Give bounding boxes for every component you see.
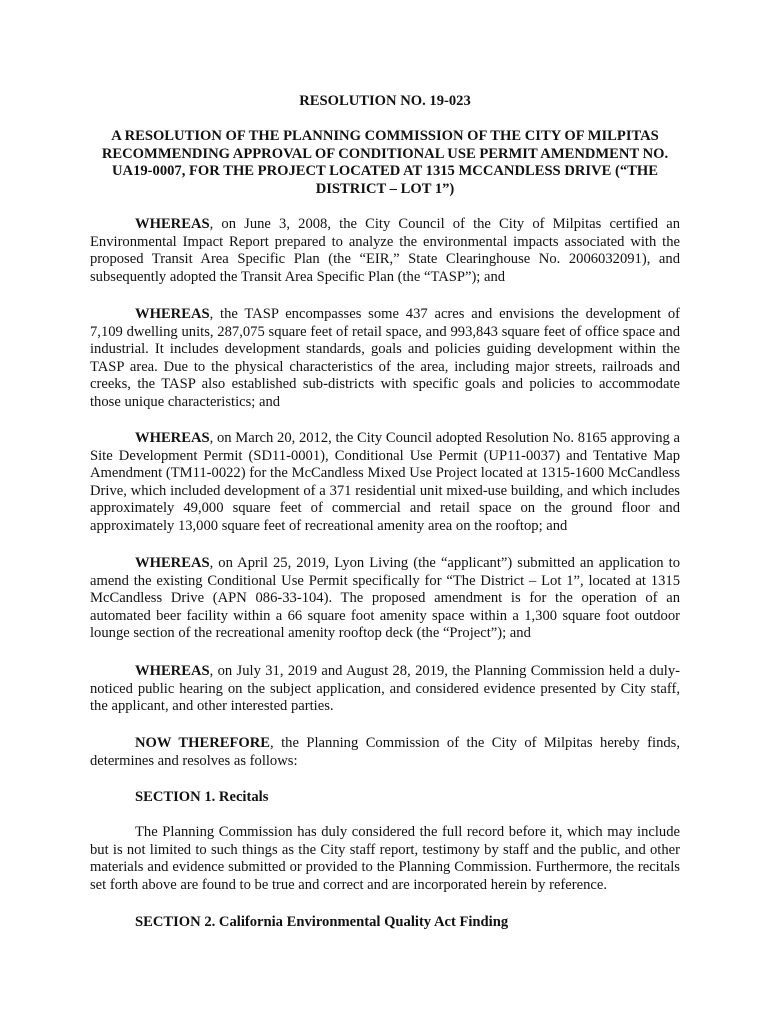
whereas-text: , on July 31, 2019 and August 28, 2019, the Planning Commission held a duly-noticed public hearing on the subject application, and considered evidence presented by City staff, the applicant, and other interested parties.	[90, 663, 680, 715]
whereas-paragraph-5	[90, 663, 680, 716]
resolution-title: A RESOLUTION OF THE PLANNING COMMISSION OF THE CITY OF MILPITAS RECOMMENDING APPROVAL OF CONDITIONAL USE PERMIT AMENDMENT NO. UA19-0007, FOR THE PROJECT LOCATED AT 1315 MCCANDLESS DRIVE (“THE DISTRICT – LOT 1”)	[101, 128, 669, 197]
whereas-text: , the TASP encompasses some 437 acres and envisions the development of 7,109 dwelling units, 287,075 square feet of retail space, and 993,843 square feet of office space and industrial. It includes development standards, goals and policies guiding development within the TASP area. Due to the physical characteristics of the area, including major streets, railroads and creeks, the TASP also established sub-districts with specific goals and policies to accommodate those unique characteristics; and	[90, 306, 680, 410]
now-therefore-text: , the Planning Commission of the City of Milpitas hereby finds, determines and resolves as follows:	[90, 735, 680, 769]
now-therefore-lead: NOW THEREFORE	[135, 735, 271, 751]
whereas-text: , on March 20, 2012, the City Council adopted Resolution No. 8165 approving a Site Development Permit (SD11-0001), Conditional Use Permit (UP11-0037) and Tentative Map Amendment (TM11-0022) for the McCandless Mixed Use Project located at 1315-1600 McCandless Drive, which included development of a 371 residential unit mixed-use building, and which includes approximately 49,000 square feet of commercial and retail space on the ground floor and approximately 13,000 square feet of recreational amenity area on the rooftop; and	[90, 430, 680, 534]
whereas-lead: WHEREAS	[135, 306, 210, 322]
whereas-lead: WHEREAS	[135, 430, 210, 446]
whereas-lead: WHEREAS	[135, 216, 210, 232]
whereas-paragraph-1	[90, 216, 680, 286]
whereas-text: , on June 3, 2008, the City Council of the City of Milpitas certified an Environmental Impact Report prepared to analyze the environmental impacts associated with the proposed Transit Area Specific Plan (the “EIR,” State Clearinghouse No. 2006032091), and subsequently adopted the Transit Area Specific Plan (the “TASP”); and	[90, 216, 680, 285]
whereas-paragraph-2	[90, 306, 680, 412]
whereas-paragraph-4	[90, 555, 680, 643]
whereas-paragraph-3	[90, 430, 680, 536]
whereas-lead: WHEREAS	[135, 555, 210, 571]
section-1-heading: SECTION 1. Recitals	[135, 789, 269, 805]
section-1-paragraph: The Planning Commission has duly considered the full record before it, which may include but is not limited to such things as the City staff report, testimony by staff and the public, and other materials and evidence submitted or provided to the Planning Commission. Furthermore, the recitals set forth above are found to be true and correct and are incorporated herein by reference.	[90, 824, 680, 893]
now-therefore-paragraph	[90, 735, 680, 770]
whereas-lead: WHEREAS	[135, 663, 210, 679]
whereas-text: , on April 25, 2019, Lyon Living (the “applicant”) submitted an application to amend the existing Conditional Use Permit specifically for “The District – Lot 1”, located at 1315 McCandless Drive (APN 086-33-104). The proposed amendment is for the operation of an automated beer facility within a 66 square foot amenity space within a 1,300 square foot outdoor lounge section of the recreational amenity rooftop deck (the “Project”); and	[90, 555, 680, 642]
resolution-number: RESOLUTION NO. 19-023	[299, 93, 471, 109]
section-2-heading: SECTION 2. California Environmental Quality Act Finding	[135, 914, 509, 930]
